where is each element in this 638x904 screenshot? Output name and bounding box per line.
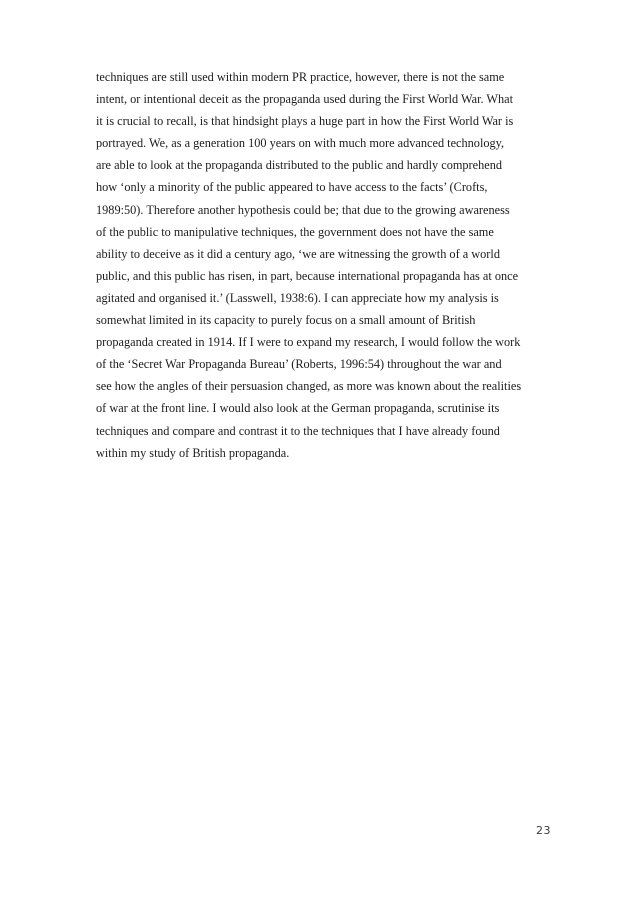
paragraph-line: of the ‘Secret War Propaganda Bureau’ (Roberts, 1996:54) throughout the war and (96, 357, 502, 372)
paragraph-line: are able to look at the propaganda distributed to the public and hardly comprehend (96, 158, 503, 173)
page-number: 23 (536, 824, 551, 837)
paragraph-line: somewhat limited in its capacity to purely focus on a small amount of British (96, 313, 476, 328)
paragraph-line: ability to deceive as it did a century ago, ‘we are witnessing the growth of a world (96, 246, 500, 261)
paragraph-line: see how the angles of their persuasion changed, as more was known about the realities (96, 379, 522, 394)
paragraph-line: agitated and organised it.’ (Lasswell, 1938:6). I can appreciate how my analysis is (96, 290, 499, 305)
body-paragraph (96, 66, 551, 464)
paragraph-line: techniques and compare and contrast it to the techniques that I have already found (96, 423, 500, 438)
paragraph-line: of the public to manipulative techniques, the government does not have the same (96, 224, 494, 239)
paragraph-line: public, and this public has risen, in part, because international propaganda has at once (96, 268, 519, 283)
paragraph-line: how ‘only a minority of the public appeared to have access to the facts’ (Crofts, (96, 180, 488, 195)
paragraph-line: intent, or intentional deceit as the propaganda used during the First World War. What (96, 92, 514, 107)
paragraph-line: of war at the front line. I would also look at the German propaganda, scrutinise its (96, 401, 500, 416)
paragraph-line: 1989:50). Therefore another hypothesis could be; that due to the growing awareness (96, 202, 510, 217)
paragraph-line: techniques are still used within modern PR practice, however, there is not the same (96, 70, 505, 84)
paragraph-line: portrayed. We, as a generation 100 years on with much more advanced technology, (96, 136, 505, 151)
paragraph-line: within my study of British propaganda. (96, 445, 290, 460)
paragraph-line: it is crucial to recall, is that hindsight plays a huge part in how the First World War is (96, 114, 514, 129)
paragraph-line: propaganda created in 1914. If I were to expand my research, I would follow the work (96, 335, 521, 350)
